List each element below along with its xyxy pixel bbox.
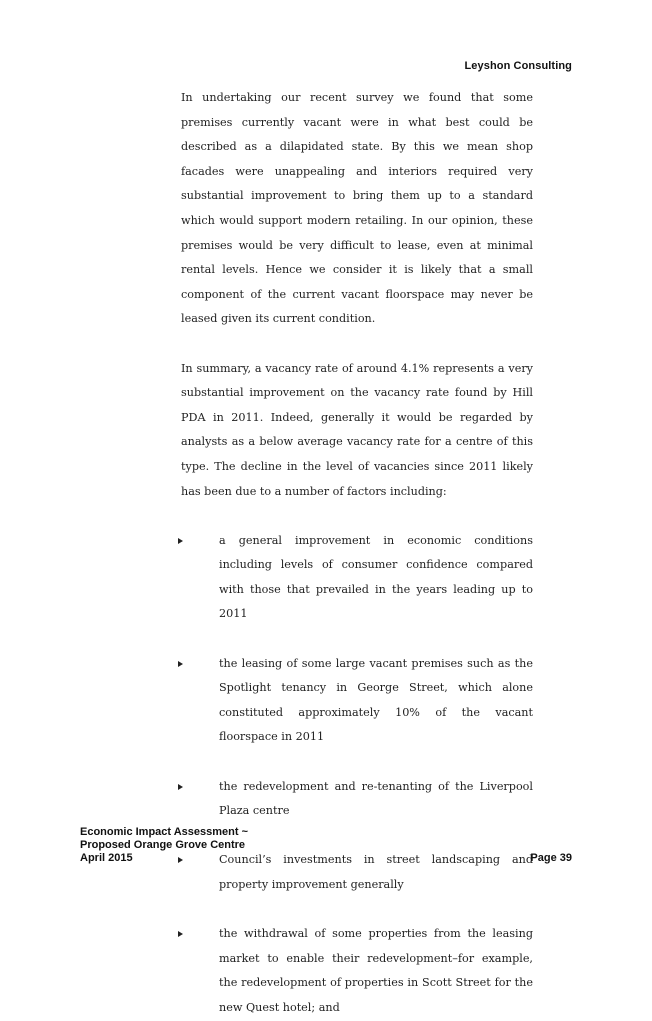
bullet-arrow-icon [178, 784, 183, 790]
body-text [181, 86, 533, 1021]
footer-document-info [80, 826, 248, 865]
list-item [181, 775, 533, 824]
factors-list [181, 529, 533, 1021]
footer-title-line2: Proposed Orange Grove Centre [80, 839, 246, 851]
list-item [181, 652, 533, 750]
bullet-arrow-icon [178, 661, 183, 667]
list-item-text: the leasing of some large vacant premises such as the Spotlight tenancy in George Street, which alone constituted approximately 10% of the vacant floorspace in 2011 [219, 656, 533, 744]
bullet-arrow-icon [178, 931, 183, 937]
paragraph-vacant-premises: In undertaking our recent survey we found that some premises currently vacant were in what best could be described as a dilapidated state. By this we mean shop facades were unappealing and interiors required very substantial improvement to bring them up to a standard which would support modern retailing. In our opinion, these premises would be very difficult to lease, even at minimal rental levels. Hence we consider it is likely that a small component of the current vacant floorspace may never be leased given its current condition. [181, 91, 533, 326]
list-item-text: a general improvement in economic conditions including levels of consumer confidence compared with those that prevailed in the years leading up to 2011 [219, 533, 533, 621]
list-item [181, 922, 533, 1020]
list-item [181, 529, 533, 627]
list-item-text: Council’s investments in street landscaping and property improvement generally [219, 853, 533, 891]
page-number: Page 39 [530, 852, 572, 864]
footer-date: April 2015 [80, 852, 133, 864]
footer-title-line1: Economic Impact Assessment ~ [80, 826, 249, 838]
list-item-text: the withdrawal of some properties from the leasing market to enable their redevelopment–for example, the redevelopment of properties in Scott Street for the new Quest hotel; and [219, 927, 533, 1014]
paragraph-summary: In summary, a vacancy rate of around 4.1% represents a very substantial improvement on the vacancy rate found by Hill PDA in 2011. Indeed, generally it would be regarded by analysts as a below average vacancy rate for a centre of this type. The decline in the level of vacancies since 2011 likely has been due to a number of factors including: [181, 361, 533, 498]
list-item-text: the redevelopment and re-tenanting of the Liverpool Plaza centre [219, 779, 533, 818]
header-company: Leyshon Consulting [464, 60, 572, 72]
bullet-arrow-icon [178, 538, 183, 544]
